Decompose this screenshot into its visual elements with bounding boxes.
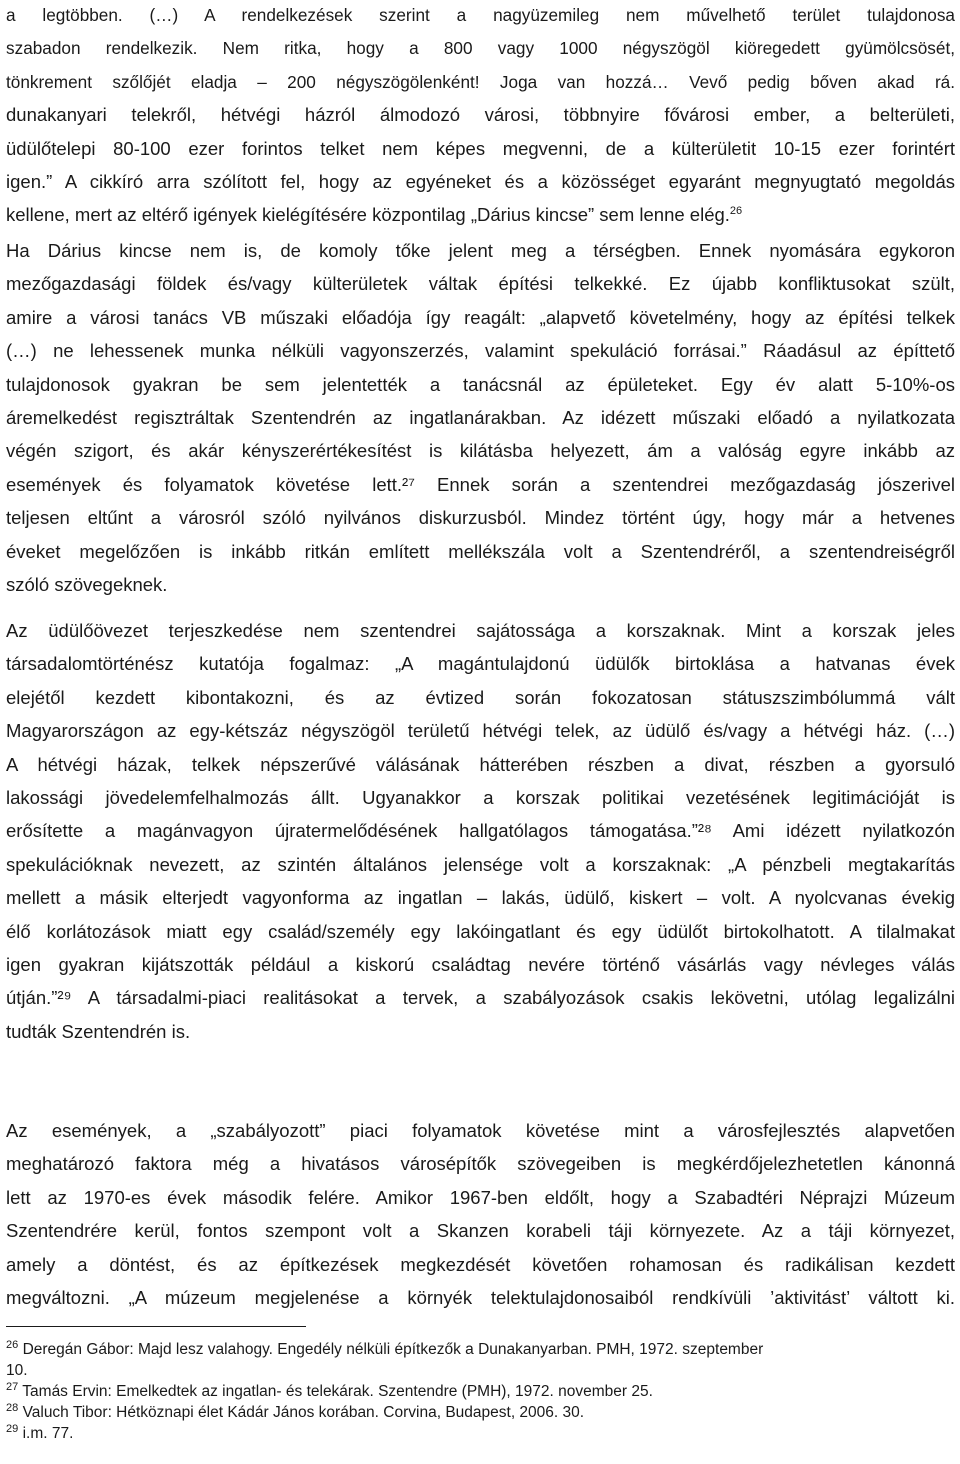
text-line-content: társadalomtörténész kutatója fogalmaz: „A magántulajdonú üdülők birtoklása a hatvanas évek xyxy=(6,653,955,675)
text-line-content: mellett a másik elterjedt vagyonforma az ingatlan – lakás, üdülő, kiskert – volt. A nyolcvanas évekig xyxy=(6,887,955,909)
text-line-content: Szentendrére kerül, fontos szempont volt a Skanzen korabeli táji környezete. Az a táji környezet, xyxy=(6,1220,955,1242)
text-line-content: amely a döntést, és az építkezések megkezdését követően rohamosan és radikálisan kezdett xyxy=(6,1253,955,1275)
text-line xyxy=(6,1185,955,1211)
text-line-content: szabadon rendelkezik. Nem ritka, hogy a 800 vagy 1000 négyszögöl kiöregedett gyümölcsösét, xyxy=(6,38,955,59)
text-line-content: a legtöbben. (…) A rendelkezések szerint a nagyüzemileg nem művelhető terület tulajdonosa xyxy=(6,5,955,25)
footnote-number: 29 xyxy=(6,1423,19,1435)
text-line-content: amire a városi tanács VB műszaki előadója így reagált: „alapvető követelmény, hogy az építési telkek xyxy=(6,306,955,328)
text-line xyxy=(6,1218,955,1244)
text-line-content: szóló szövegeknek. xyxy=(6,574,168,595)
text-line xyxy=(6,539,955,565)
text-line xyxy=(6,271,955,297)
text-line-content: lakossági jövedelemfelhalmozás állt. Ugyanakkor a korszak politikai vezetésének legitimációját is xyxy=(6,787,955,808)
footnote xyxy=(6,1382,955,1404)
footnote-text: Tamás Ervin: Emelkedtek az ingatlan- és telekárak. Szentendre (PMH), 1972. november 25. xyxy=(22,1383,653,1400)
text-line xyxy=(6,305,955,331)
text-line-content: elejétől kezdett kibontakozni, és az évtized során fokozatosan státuszszimbólummá vált xyxy=(6,686,955,708)
footnote xyxy=(6,1340,955,1362)
text-line-content: lett az 1970-es évek második felére. Amikor 1967-ben eldőlt, hogy a Szabadtéri Néprajzi Múzeum xyxy=(6,1186,955,1208)
text-line-content: üdülőtelepi 80-100 ezer forintos telket nem képes megvenni, de a külterületit 10-15 ezer forintért xyxy=(6,137,955,159)
footnote-text: i.m. 77. xyxy=(22,1425,74,1442)
text-line xyxy=(6,136,955,162)
text-line xyxy=(6,919,955,945)
footnote xyxy=(6,1361,955,1383)
text-line xyxy=(6,405,955,431)
text-line xyxy=(6,238,955,264)
text-line-content: élő korlátozások miatt egy család/személy egy lakóingatlant és egy üdülőt birtokolhatott. A tilalmakat xyxy=(6,920,955,942)
text-line xyxy=(6,718,955,744)
footnote-ref: 26 xyxy=(729,205,743,218)
text-line xyxy=(6,202,955,228)
footnote-number: 27 xyxy=(6,1381,19,1393)
footnote-text: 10. xyxy=(6,1362,28,1379)
footnote xyxy=(6,1403,955,1425)
text-line-content: útján.”²⁹ A társadalmi-piaci realitásokat a tervek, a szabályozások csakis lekövetni, utólag legalizálni xyxy=(6,987,955,1009)
text-line xyxy=(6,69,955,95)
text-line xyxy=(6,338,955,364)
text-line xyxy=(6,618,955,644)
text-line xyxy=(6,685,955,711)
footnote-text: Valuch Tibor: Hétköznapi élet Kádár János korában. Corvina, Budapest, 2006. 30. xyxy=(22,1404,585,1421)
text-line xyxy=(6,2,955,28)
text-line-content: végén szigort, és akár kényszerértékesítést is kilátásba helyezett, ám a valóság egyre inkább az xyxy=(6,440,955,462)
text-line xyxy=(6,952,955,978)
text-line xyxy=(6,785,955,811)
text-line xyxy=(6,985,955,1011)
text-line xyxy=(6,885,955,911)
text-line-content: kellene, mert az eltérő igények kielégítésére központilag „Dárius kincse” sem lenne elég. xyxy=(6,204,730,226)
text-line-content: áremelkedést regisztráltak Szentendrén az ingatlanárakban. Az idézett műszaki előadó a nyilatkozata xyxy=(6,407,955,428)
text-line xyxy=(6,102,955,128)
text-line-content: Az események, a „szabályozott” piaci folyamatok követése mint a városfejlesztés alapvetően xyxy=(6,1120,955,1141)
text-line-content: megváltozni. „A múzeum megjelenése a környék telektulajdonosaiból rendkívüli ’aktivitást’ váltott ki. xyxy=(6,1287,955,1308)
text-line xyxy=(6,818,955,844)
text-line xyxy=(6,35,955,61)
text-line-content: mezőgazdasági földek és/vagy külterületek váltak építési telkekké. Ez újabb konfliktusokat szült, xyxy=(6,273,955,295)
text-line xyxy=(6,1252,955,1278)
text-line xyxy=(6,169,955,195)
text-line-content: éveket megelőzően is inkább ritkán említett mellékszála volt a Szentendréről, a szentendreiségről xyxy=(6,540,955,562)
footnote-separator xyxy=(6,1326,306,1327)
text-line-content: teljesen eltűnt a városról szóló nyilvános diskurzusból. Mindez történt úgy, hogy már a hetvenes xyxy=(6,507,955,529)
text-line xyxy=(6,651,955,677)
text-line xyxy=(6,572,955,598)
text-line xyxy=(6,852,955,878)
text-line-content: dunakanyari telekről, hétvégi házról álmodozó városi, többnyire fővárosi ember, a belterületi, xyxy=(6,104,955,126)
text-line-content: erősítette a magánvagyon újratermelődésének hallgatólagos támogatása.”²⁸ Ami idézett nyilatkozón xyxy=(6,820,955,842)
text-line-content: igen.” A cikkíró arra szólított fel, hogy az egyéneket és a közösséget egyaránt megnyugtató megoldás xyxy=(6,171,955,192)
text-line-content: tulajdonosok gyakran be sem jelentették a tanácsnál az épületeket. Egy év alatt 5-10%-os xyxy=(6,373,955,395)
footnote xyxy=(6,1424,955,1446)
text-line xyxy=(6,472,955,498)
text-line-content: tönkrement szőlőjét eladja – 200 négyszögölenként! Joga van hozzá… Vevő pedig bőven akad rá. xyxy=(6,71,955,92)
text-line-content: spekulációknak nevezett, az szintén általános jelensége volt a korszaknak: „A pénzbeli megtakarítás xyxy=(6,853,955,875)
text-line xyxy=(6,1019,955,1045)
footnote-number: 28 xyxy=(6,1402,19,1414)
text-line-content: események és folyamatok követése lett.²⁷ Ennek során a szentendrei mezőgazdaság jószerivel xyxy=(6,473,955,495)
text-line xyxy=(6,1151,955,1177)
text-line-content: Ha Dárius kincse nem is, de komoly tőke jelent meg a térségben. Ennek nyomására egykoron xyxy=(6,240,955,261)
text-line-content: (…) ne lehessenek munka nélküli vagyonszerzés, valamint spekuláció forrásai.” Ráadásul az építtető xyxy=(6,340,955,362)
text-line-content: A hétvégi házak, telkek népszerűvé válásának hátterében részben a divat, részben a gyorsuló xyxy=(6,753,955,775)
text-line xyxy=(6,505,955,531)
text-line xyxy=(6,1118,955,1144)
text-line xyxy=(6,438,955,464)
text-line-content: tudták Szentendrén is. xyxy=(6,1020,191,1042)
text-line xyxy=(6,372,955,398)
text-line-content: meghatározó faktora még a hivatásos városépítők szövegeiben is megkérdőjelezhetetlen kánonná xyxy=(6,1153,955,1175)
text-line xyxy=(6,1285,955,1311)
footnote-number: 26 xyxy=(6,1339,19,1351)
text-line-content: igen gyakran kijátszották például a kiskorú családtag nevére történő vásárlás vagy névleges válás xyxy=(6,954,955,975)
text-line xyxy=(6,752,955,778)
text-line-content: Magyarországon az egy-kétszáz négyszögöl területű hétvégi telek, az üdülő és/vagy a hétvégi ház. (…) xyxy=(6,720,955,742)
text-line-content: Az üdülőövezet terjeszkedése nem szentendrei sajátossága a korszaknak. Mint a korszak jeles xyxy=(6,620,955,641)
footnote-text: Deregán Gábor: Majd lesz valahogy. Engedély nélküli építkezők a Dunakanyarban. PMH, 1972. szeptember xyxy=(22,1341,764,1358)
